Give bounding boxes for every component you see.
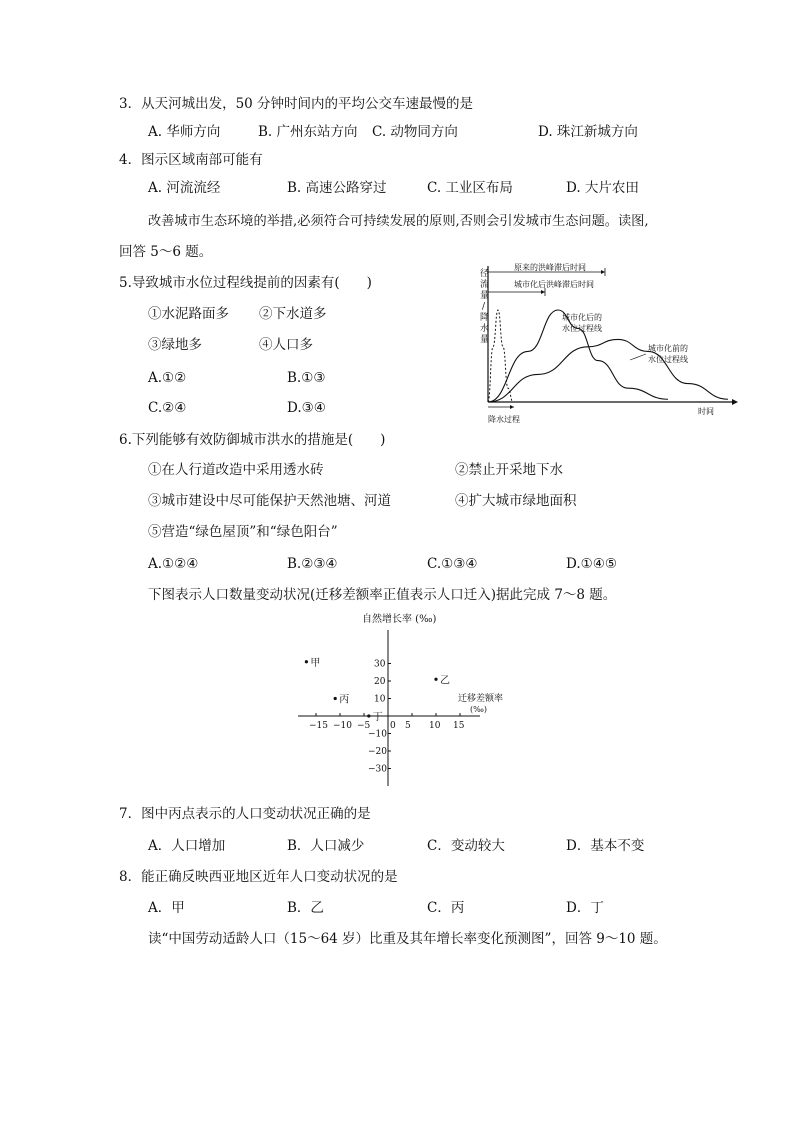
rainfall-curve <box>488 310 513 402</box>
q6-measure-4: ④扩大城市绿地面积 <box>455 493 577 509</box>
pop-x-title: 迁移差额率 <box>458 694 504 704</box>
q5-factor-3: ③绿地多 <box>148 337 202 353</box>
q4-option-b: B. 高速公路穿过 <box>287 180 387 196</box>
y-label-char: 降 <box>480 313 490 323</box>
urbanized-label-1: 城市化后的 <box>562 313 602 322</box>
intro-5-6-line1: 改善城市生态环境的举措,必须符合可持续发展的原则,否则会引发城市生态问题。读图, <box>148 214 649 229</box>
urban-lag-label: 城市化后洪峰滞后时间 <box>514 280 594 289</box>
original-lag-label: 原来的洪峰滞后时间 <box>514 263 586 272</box>
q6-measure-2: ②禁止开采地下水 <box>455 462 563 478</box>
y-tick-label: 20 <box>374 677 386 687</box>
q5-factor-2: ②下水道多 <box>259 306 327 322</box>
q5-option-a: A.①② <box>148 370 187 386</box>
x-tick-label: 10 <box>429 721 441 731</box>
q5-stem: 5.导致城市水位过程线提前的因素有( ) <box>119 275 372 291</box>
q8-option-a: A．甲 <box>148 900 185 916</box>
data-point <box>305 660 308 663</box>
q7-option-d: D．基本不变 <box>566 838 645 854</box>
pre-urban-hydrograph-curve <box>488 339 728 402</box>
urbanized-label-2: 水位过程线 <box>562 324 602 333</box>
y-tick-label: 30 <box>374 659 386 670</box>
data-point <box>367 714 370 717</box>
x-tick-label: −15 <box>309 721 328 731</box>
q6-measure-3: ③城市建设中尽可能保护天然池塘、河道 <box>148 493 391 509</box>
intro-7-8: 下图表示人口数量变动状况(迁移差额率正值表示人口迁入)据此完成 7～8 题。 <box>148 587 617 603</box>
x-axis-arrow <box>732 399 738 405</box>
q7-option-a: A．人口增加 <box>148 838 226 854</box>
q4-stem: 4．图示区域南部可能有 <box>119 152 263 168</box>
pre-urban-label-1: 城市化前的 <box>648 344 688 353</box>
q3-option-a: A. 华师方向 <box>148 124 221 140</box>
data-point-label: 乙 <box>440 675 450 687</box>
q8-option-d: D．丁 <box>566 900 604 916</box>
data-point <box>334 697 337 700</box>
q3-option-b: B. 广州东站方向 <box>258 124 358 140</box>
rain-process-label: 降水过程 <box>488 415 520 424</box>
q8-option-b: B．乙 <box>287 900 324 916</box>
q5-option-d: D.③④ <box>287 400 326 416</box>
q6-option-c: C.①③④ <box>427 556 478 572</box>
x-tick-label: 5 <box>405 721 411 731</box>
pop-x-unit: (‰) <box>470 705 487 714</box>
y-tick-label: −10 <box>368 729 387 740</box>
q8-option-c: C．丙 <box>427 900 465 916</box>
q5-factor-4: ④人口多 <box>259 337 313 353</box>
q6-option-b: B.②③④ <box>287 556 338 572</box>
q6-stem: 6.下列能够有效防御城市洪水的措施是( ) <box>119 432 386 448</box>
q4-option-d: D. 大片农田 <box>566 180 639 196</box>
data-point <box>434 678 437 681</box>
q7-stem: 7．图中丙点表示的人口变动状况正确的是 <box>119 806 371 822</box>
q6-measure-5: ⑤营造“绿色屋顶”和“绿色阳台” <box>148 524 338 540</box>
pop-y-title: 自然增长率 (‰) <box>362 614 437 625</box>
q5-option-b: B.①③ <box>287 370 326 386</box>
y-label-char: 量 <box>480 335 490 345</box>
data-point-label: 甲 <box>310 657 321 669</box>
x-tick-label: −10 <box>333 721 352 731</box>
q3-option-d: D. 珠江新城方向 <box>538 124 638 140</box>
y-tick-label: 10 <box>374 694 386 705</box>
hydrograph-chart <box>470 262 740 432</box>
y-label-char: 量 <box>480 291 490 301</box>
q6-option-a: A.①②④ <box>148 556 199 572</box>
y-label-char: 流 <box>480 280 490 290</box>
time-axis-label: 时间 <box>698 407 714 416</box>
population-chart <box>290 608 510 793</box>
pre-urban-label-2: 水位过程线 <box>648 355 688 364</box>
q3-option-c: C. 动物同方向 <box>372 124 458 140</box>
q3-stem: 3．从天河城出发，50 分钟时间内的平均公交车速最慢的是 <box>119 96 474 112</box>
x-tick-label: 15 <box>453 721 465 731</box>
q6-measure-1: ①在人行道改造中采用透水砖 <box>148 462 324 478</box>
q7-option-c: C．变动较大 <box>427 838 505 854</box>
intro-5-6-line2: 回答 5～6 题。 <box>119 244 213 260</box>
q4-option-a: A. 河流流经 <box>148 180 221 196</box>
x-tick-label: −5 <box>357 721 371 731</box>
data-point-label: 丙 <box>339 694 350 706</box>
q8-stem: 8．能正确反映西亚地区近年人口变动状况的是 <box>119 869 398 885</box>
y-label-char: 径 <box>480 269 490 279</box>
q6-option-d: D.①④⑤ <box>566 556 617 572</box>
q5-option-c: C.②④ <box>148 400 187 416</box>
data-point-label: 丁 <box>372 712 383 723</box>
q5-factor-1: ①水泥路面多 <box>148 306 229 322</box>
y-label-char: / <box>482 302 486 312</box>
y-label-char: 水 <box>480 324 490 334</box>
x-tick-label: 0 <box>390 721 396 731</box>
q4-option-c: C. 工业区布局 <box>427 180 513 196</box>
y-tick-label: −20 <box>368 747 387 757</box>
y-tick-label: −30 <box>368 764 387 775</box>
q7-option-b: B．人口减少 <box>287 838 365 854</box>
intro-9-10: 读“中国劳动适龄人口（15～64 岁）比重及其年增长率变化预测图”，回答 9～10 题。 <box>148 931 667 947</box>
